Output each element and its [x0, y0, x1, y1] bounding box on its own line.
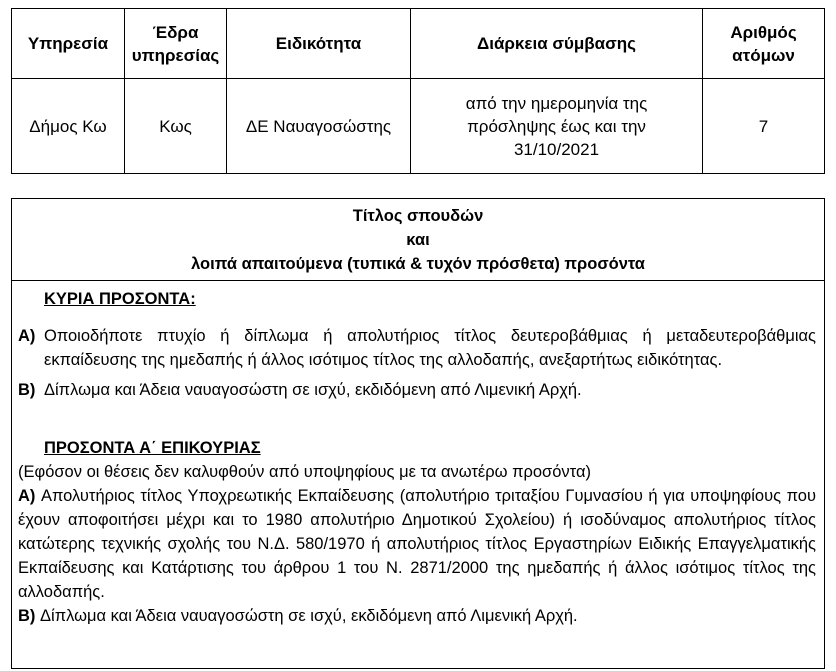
cell-count: 7: [703, 79, 825, 174]
header-line-1: Τίτλος σπουδών: [352, 207, 484, 225]
positions-table: [11, 8, 825, 174]
main-item-a: [18, 324, 816, 372]
item-label: B): [18, 607, 36, 625]
auxiliary-item-a: [18, 484, 816, 604]
header-service: Υπηρεσία: [12, 9, 125, 79]
cell-seat: Κως: [125, 79, 227, 174]
main-item-b: [18, 378, 816, 402]
item-text: Οποιοδήποτε πτυχίο ή δίπλωμα ή απολυτήριος τίτλος δευτεροβάθμιας ή μεταδευτεροβάθμιας εκπαίδευσης της ημεδαπής ή άλλος ισότιμος τίτλος της αλλοδαπής, ανεξαρτήτως ειδικότητας.: [44, 327, 816, 369]
auxiliary-note: (Εφόσον οι θέσεις δεν καλυφθούν από υποψηφίους με τα ανωτέρω προσόντα): [18, 463, 591, 481]
table-header-row: [12, 9, 825, 79]
item-text: Απολυτήριος τίτλος Υποχρεωτικής Εκπαίδευσης (απολυτήριο τριταξίου Γυμνασίου ή για υποψηφίους που έχουν αποφοιτήσει μέχρι και το 1980 απολυτήριο Δημοτικού Σχολείου) ή ισοδύναμος απολυτήριος τίτλος κατώτερης τεχνικής σχολής του Ν.Δ. 580/1970 ή απολυτήριος τίτλος Εργαστηρίων Ειδικής Επαγγελματικής Εκπαίδευσης και Κατάρτισης του άρθρου 1 του Ν. 2871/2000 της ημεδαπής ή άλλος ισότιμος τίτλος της αλλοδαπής.: [18, 487, 817, 601]
main-qualifications-title: ΚΥΡΙΑ ΠΡΟΣΟΝΤΑ:: [44, 290, 196, 308]
auxiliary-qualifications-title: ΠΡΟΣΟΝΤΑ Α΄ ΕΠΙΚΟΥΡΙΑΣ: [44, 439, 261, 457]
table-row: [12, 79, 825, 174]
item-text: Δίπλωμα και Άδεια ναυαγοσώστη σε ισχύ, εκδιδόμενη από Λιμενική Αρχή.: [44, 381, 582, 399]
header-count: Αριθμός ατόμων: [703, 9, 825, 79]
requirements-header: [12, 199, 824, 281]
header-line-2: και: [406, 231, 430, 249]
requirements-body: [12, 281, 824, 628]
header-line-3: λοιπά απαιτούμενα (τυπικά & τυχόν πρόσθετα) προσόντα: [191, 255, 645, 273]
cell-service: Δήμος Κω: [12, 79, 125, 174]
cell-specialty: ΔΕ Ναυαγοσώστης: [227, 79, 411, 174]
requirements-box: [11, 198, 825, 669]
header-seat: Έδρα υπηρεσίας: [125, 9, 227, 79]
item-label: A): [18, 327, 36, 345]
item-label: A): [18, 487, 36, 505]
item-text: Δίπλωμα και Άδεια ναυαγοσώστη σε ισχύ, εκδιδόμενη από Λιμενική Αρχή.: [40, 607, 578, 625]
item-label: B): [18, 381, 36, 399]
header-specialty: Ειδικότητα: [227, 9, 411, 79]
cell-duration: από την ημερομηνία της πρόσληψης έως και την 31/10/2021: [411, 79, 703, 174]
auxiliary-item-b: [18, 604, 816, 628]
header-duration: Διάρκεια σύμβασης: [411, 9, 703, 79]
